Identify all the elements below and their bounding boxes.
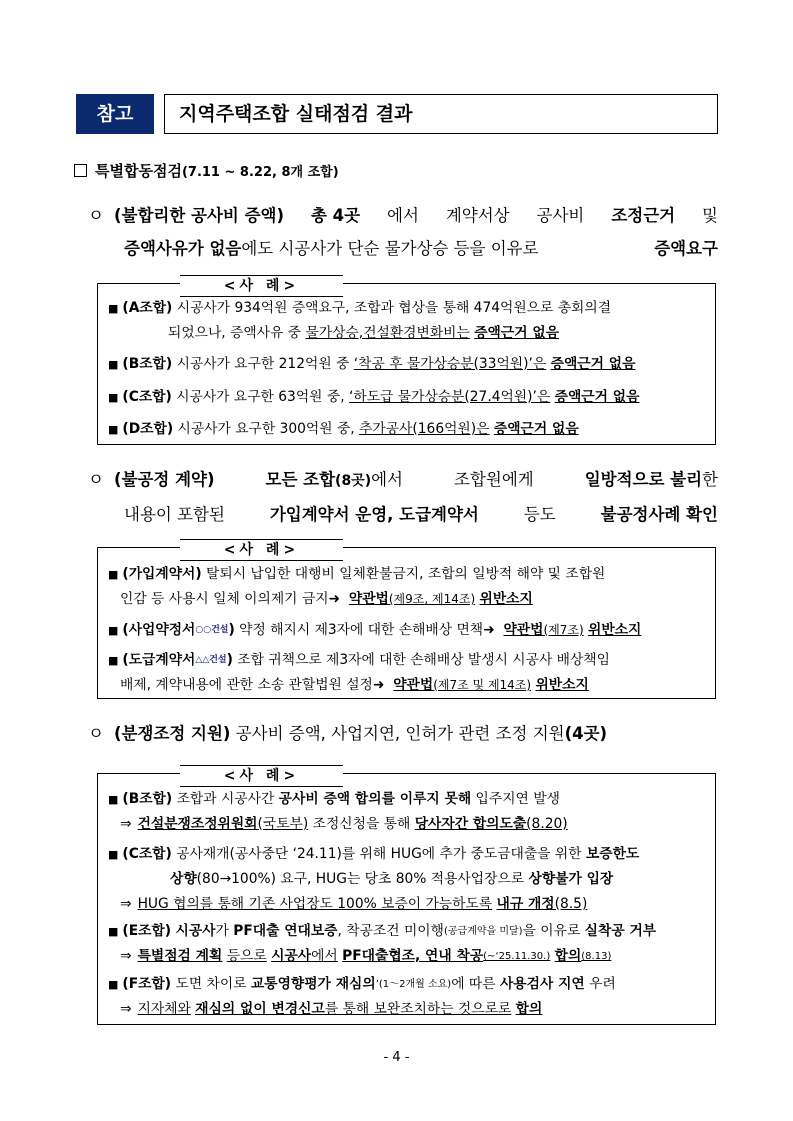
circle-bullet: ㅇ: [88, 206, 104, 225]
item-text: , 착공조건 미이행: [337, 923, 444, 939]
case-box-1: [97, 278, 716, 445]
square-icon: ■: [108, 568, 119, 581]
date-text: (8.20): [526, 816, 568, 832]
union-name: (F조합): [122, 976, 172, 992]
emphasis-text: 증액요구: [654, 239, 718, 258]
emphasis-text: 상향불가 입장: [528, 871, 614, 887]
emphasis-text: 증액사유가 없음: [124, 239, 242, 258]
violation-text: 위반소지: [588, 622, 642, 638]
emphasis-text: 보증한도: [585, 846, 640, 862]
section-header: [74, 160, 339, 181]
emphasis-text: 모든 조합: [265, 470, 336, 489]
company-name: ○○건설: [195, 625, 229, 635]
union-name: (B조합): [122, 791, 173, 807]
page-number: - 4 -: [383, 1050, 410, 1065]
item-text: 되었으나, 증액사유 중: [168, 325, 302, 341]
emphasis-text: PF대출협조, 연내 착공: [342, 948, 484, 964]
case-item-c: [108, 842, 705, 917]
arrow-icon: ⇒: [120, 896, 132, 912]
item-text: 공사재개(공사중단 ‘24.11)를 위해 HUG에 추가 중도금대출을 위한: [176, 846, 582, 862]
text-fragment: 공사비: [536, 206, 585, 225]
square-icon: ■: [108, 624, 119, 637]
contract-name: (가입계약서): [122, 566, 202, 582]
contract-name: (도급계약서: [122, 652, 196, 668]
item-text: 가: [215, 923, 229, 939]
square-icon: ■: [108, 654, 119, 667]
text-fragment: 에서: [387, 206, 419, 225]
conclusion-text: 증액근거 없음: [474, 325, 559, 341]
emphasis-text: 재심의 없이 변경신고: [195, 1001, 325, 1017]
union-name: (C조합): [122, 389, 172, 405]
item-text: 탈퇴시 납입한 대행비 일체환불금지, 조합의 일방적 해약 및 조합원: [206, 566, 606, 582]
text-fragment: 에도 시공사가 단순 물가상승 등을 이유로: [241, 239, 539, 258]
union-name: (B조합): [122, 356, 173, 372]
case-tag: <사 례>: [180, 765, 343, 787]
bullet-heading: (불공정 계약): [114, 470, 215, 489]
date-text: (8.13): [581, 951, 612, 962]
circle-bullet: ㅇ: [88, 724, 104, 743]
contract-name: (사업약정서: [122, 622, 196, 638]
emphasis-text: 건설분쟁조정위원회: [137, 816, 258, 832]
conclusion-text: 증액근거 없음: [493, 421, 579, 437]
item-text: 에서: [311, 948, 338, 964]
item-text: 조합과 시공사간: [176, 791, 275, 807]
item-note: (공급계약을 미달): [443, 926, 523, 937]
item-text: 시공사가 요구한 300억원 중,: [177, 421, 355, 437]
case-item-f: [108, 972, 705, 1022]
item-text: (국토부): [257, 816, 309, 832]
item-text: (80→100%) 요구, HUG는 당초 80% 적용사업장으로: [196, 871, 525, 887]
conclusion-text: 합의: [515, 1001, 543, 1017]
case-item-d: [108, 417, 705, 442]
underlined-text: ‘착공 후 물가상승분(33억원)’은: [353, 356, 547, 372]
square-icon: ■: [108, 793, 119, 806]
union-name: (E조합): [122, 923, 172, 939]
law-ref: (제7조 및 제14조): [433, 678, 532, 692]
case-item-b: [108, 352, 705, 377]
square-icon: ■: [108, 925, 119, 938]
emphasis-text: 불공정사례 확인: [600, 505, 718, 524]
item-text: 입주지연 발생: [475, 791, 560, 807]
item-text: 시공사가 934억원 증액요구, 조합과 협상을 통해 474억원으로 총회의결: [176, 300, 612, 316]
union-name: (A조합): [122, 300, 173, 316]
law-ref: (제7조): [543, 623, 584, 637]
reference-badge: 참고: [76, 94, 154, 134]
item-text: 조정신청을 통해: [312, 816, 411, 832]
case-item-e: [108, 919, 705, 969]
conclusion-text: 내규 개정: [496, 896, 555, 912]
page-title: 지역주택조합 실태점검 결과: [164, 94, 718, 134]
item-text: 우려: [589, 976, 616, 992]
bullet-cost-increase: [88, 199, 718, 265]
underlined-text: 물가상승,건설환경변화비는: [305, 325, 470, 341]
title-row: [76, 94, 718, 134]
item-text: 에 따른: [451, 976, 496, 992]
emphasis-text: 상향: [170, 871, 197, 887]
square-icon: ■: [108, 848, 119, 861]
square-icon: ■: [108, 391, 119, 404]
bullet-heading: (분쟁조정 지원): [114, 724, 231, 743]
law-name: 약관법: [503, 622, 544, 638]
text-fragment: 계약서상: [445, 206, 510, 225]
square-icon: ■: [108, 978, 119, 991]
arrow-icon: ➜: [372, 677, 385, 693]
item-text: 약정 해지시 제3자에 대한 손해배상 면책: [239, 622, 484, 638]
emphasis-text: 실착공 거부: [584, 923, 657, 939]
case-item-agreement: [108, 618, 705, 643]
emphasis-text: 사용검사 지연: [499, 976, 585, 992]
union-name: (D조합): [122, 421, 174, 437]
section-label: 특별합동점검: [95, 162, 182, 180]
text-fragment: 공사비 증액, 사업지연, 인허가 관련 조정 지원: [235, 724, 565, 743]
case-item-construction: [108, 648, 705, 698]
item-text: 를 통해 보완조치하는 것으로로: [324, 1001, 512, 1017]
emphasis-text: (4곳): [564, 724, 608, 743]
emphasis-text: (8곳): [335, 473, 372, 489]
text-fragment: ): [228, 622, 235, 638]
arrow-icon: ⇒: [120, 948, 132, 964]
item-text: 시공사가 요구한 212억원 중: [176, 356, 350, 372]
violation-text: 위반소지: [535, 677, 589, 693]
union-name: (C조합): [122, 846, 172, 862]
square-icon: ■: [108, 358, 119, 371]
arrow-icon: ⇒: [120, 1001, 132, 1017]
circle-bullet: ㅇ: [88, 470, 104, 489]
law-name: 약관법: [348, 591, 389, 607]
text-fragment: ): [226, 652, 233, 668]
item-text: 지자체와: [137, 1001, 191, 1017]
item-note: ’(1～2개월 소요): [375, 979, 452, 990]
square-bullet-icon: [74, 164, 87, 177]
item-text: 을 이유로: [522, 923, 581, 939]
section-period: (7.11 ~ 8.22, 8개 조합): [181, 165, 339, 180]
item-note: (~‘25.11.30.): [483, 951, 551, 962]
text-fragment: 한: [702, 470, 718, 489]
emphasis-text: 가입계약서 운영, 도급계약서: [269, 505, 479, 524]
arrow-icon: ⇒: [120, 816, 132, 832]
case-item-b: [108, 787, 705, 837]
company-name: △△건설: [195, 655, 227, 665]
arrow-icon: ➜: [328, 591, 341, 607]
law-ref: (제9조, 제14조): [388, 592, 476, 606]
item-text: 등으로: [226, 948, 267, 964]
square-icon: ■: [108, 423, 119, 436]
case-tag: <사 례>: [180, 539, 343, 561]
case-item-c: [108, 385, 705, 410]
case-box-3: [97, 768, 716, 1025]
case-box-2: [97, 542, 716, 699]
violation-text: 위반소지: [479, 591, 533, 607]
case-item-a: [108, 296, 705, 346]
text-fragment: 내용이 포함된: [124, 505, 225, 524]
case-item-membership: [108, 562, 705, 612]
date-text: (8.5): [554, 896, 588, 912]
text-fragment: 등도: [523, 505, 556, 524]
item-text: 배제, 계약내용에 관한 소송 관할법원 설정: [120, 677, 373, 693]
item-text: 시공사가 요구한 63억원 중,: [176, 389, 345, 405]
case-tag: <사 례>: [180, 275, 343, 297]
underlined-text: 추가공사(166억원)은: [359, 421, 490, 437]
emphasis-text: 공사비 증액 합의를 이루지 못해: [278, 791, 472, 807]
emphasis-text: 시공사: [175, 923, 216, 939]
bullet-count: 총 4곳: [310, 206, 361, 225]
item-text: 도면 차이로: [175, 976, 247, 992]
square-icon: ■: [108, 302, 119, 315]
item-text: 인감 등 사용시 일체 이의제기 금지: [120, 591, 329, 607]
emphasis-text: 교통영향평가 재심의: [250, 976, 376, 992]
emphasis-text: 일방적으로 불리: [584, 470, 703, 489]
conclusion-text: 증액근거 없음: [550, 356, 636, 372]
conclusion-text: 당사자간 합의도출: [414, 816, 527, 832]
bullet-dispute-mediation: [88, 717, 718, 750]
arrow-icon: ➜: [483, 622, 495, 638]
law-name: 약관법: [393, 677, 434, 693]
conclusion-text: 합의: [554, 948, 582, 964]
text-fragment: 및: [702, 206, 718, 225]
item-text: 조합 귀책으로 제3자에 대한 손해배상 발생시 시공사 배상책임: [237, 652, 610, 668]
bullet-heading: (불합리한 공사비 증액): [114, 206, 285, 225]
conclusion-text: 증액근거 없음: [554, 389, 640, 405]
emphasis-text: 시공사: [271, 948, 312, 964]
bullet-unfair-contract: [88, 463, 718, 531]
emphasis-text: 특별점검 계획: [137, 948, 223, 964]
emphasis-text: PF대출 연대보증: [233, 923, 338, 939]
emphasis-text: 조정근거: [611, 206, 676, 225]
text-fragment: 조합원에게: [454, 470, 534, 489]
text-fragment: 에서: [371, 470, 403, 489]
underlined-text: ‘하도급 물가상승분(27.4억원)’은: [348, 389, 551, 405]
item-text: HUG 협의를 통해 기존 사업장도 100% 보증이 가능하도록: [137, 896, 493, 912]
